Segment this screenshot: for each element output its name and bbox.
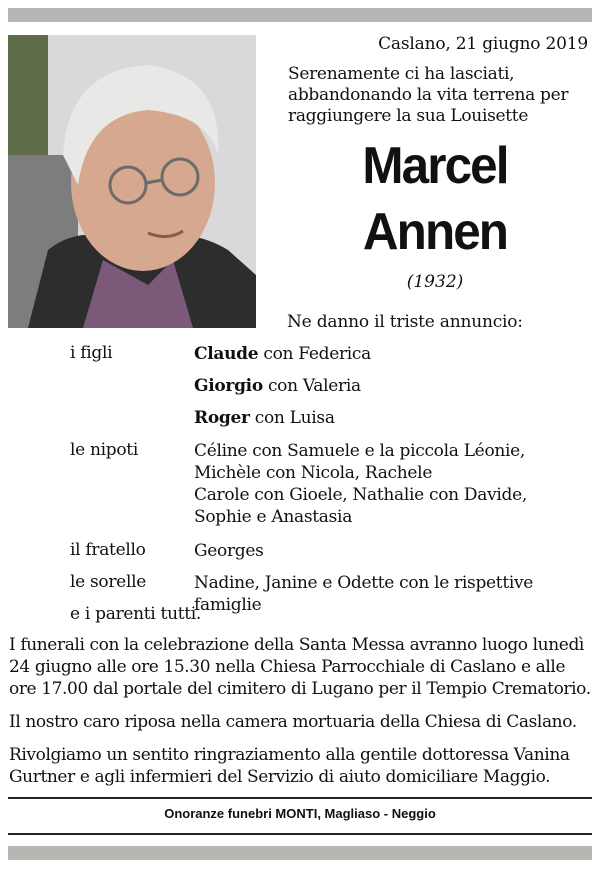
family-name: Giorgio [194, 376, 263, 396]
birth-year: (1932) [406, 272, 464, 292]
family-name: Claude [194, 344, 259, 364]
portrait-photo [8, 35, 256, 328]
family-partner: con Luisa [249, 408, 335, 428]
footer-rule-top [8, 797, 592, 799]
relation-label-nipoti: le nipoti [70, 440, 138, 460]
announcement-line: Ne danno il triste annuncio: [287, 312, 523, 332]
family-partner: con Federica [258, 344, 371, 364]
family-entry-claude [194, 343, 594, 365]
footer-rule-bottom [8, 833, 592, 835]
rest-paragraph: Il nostro caro riposa nella camera mortuaria della Chiesa di Caslano. [9, 712, 577, 732]
date-line: Caslano, 21 giugno 2019 [378, 34, 588, 54]
fratello-value: Georges [194, 541, 264, 561]
family-partner: con Valeria [262, 376, 361, 396]
family-name: Roger [194, 408, 250, 428]
relation-label-fratello: il fratello [70, 540, 146, 560]
nipoti-line: Carole con Gioele, Nathalie con Davide, [194, 485, 527, 505]
nipoti-list [194, 440, 594, 528]
relation-label-sorelle: le sorelle [70, 572, 146, 592]
top-decorative-bar [8, 8, 592, 22]
nipoti-line: Michèle con Nicola, Rachele [194, 463, 433, 483]
last-name: Annen [362, 203, 508, 261]
relation-label-figli: i figli [70, 343, 113, 363]
funeral-home-footer: Onoranze funebri MONTI, Magliaso - Neggio [164, 806, 436, 821]
thanks-paragraph: Rivolgiamo un sentito ringraziamento alla gentile dottoressa Vanina Gurtner e agli infermieri del Servizio di aiuto domiciliare Maggio. [9, 745, 570, 787]
first-name: Marcel [362, 137, 508, 195]
family-entry-roger [194, 407, 594, 429]
funeral-paragraph: I funerali con la celebrazione della Santa Messa avranno luogo lunedì 24 giugno alle ore 15.30 nella Chiesa Parrocchiale di Caslano e alle ore 17.00 dal portale del cimitero di Lugano per il Tempio Crematorio. [9, 635, 591, 699]
bottom-decorative-bar [8, 846, 592, 860]
family-entry-giorgio [194, 375, 594, 397]
sorelle-value: Nadine, Janine e Odette con le rispettive famiglie [194, 573, 534, 615]
nipoti-line: Sophie e Anastasia [194, 507, 353, 527]
parenti-line: e i parenti tutti. [70, 604, 202, 624]
nipoti-line: Céline con Samuele e la piccola Léonie, [194, 441, 526, 461]
intro-text: Serenamente ci ha lasciati, abbandonando la vita terrena per raggiungere la sua Louisette [288, 64, 569, 126]
